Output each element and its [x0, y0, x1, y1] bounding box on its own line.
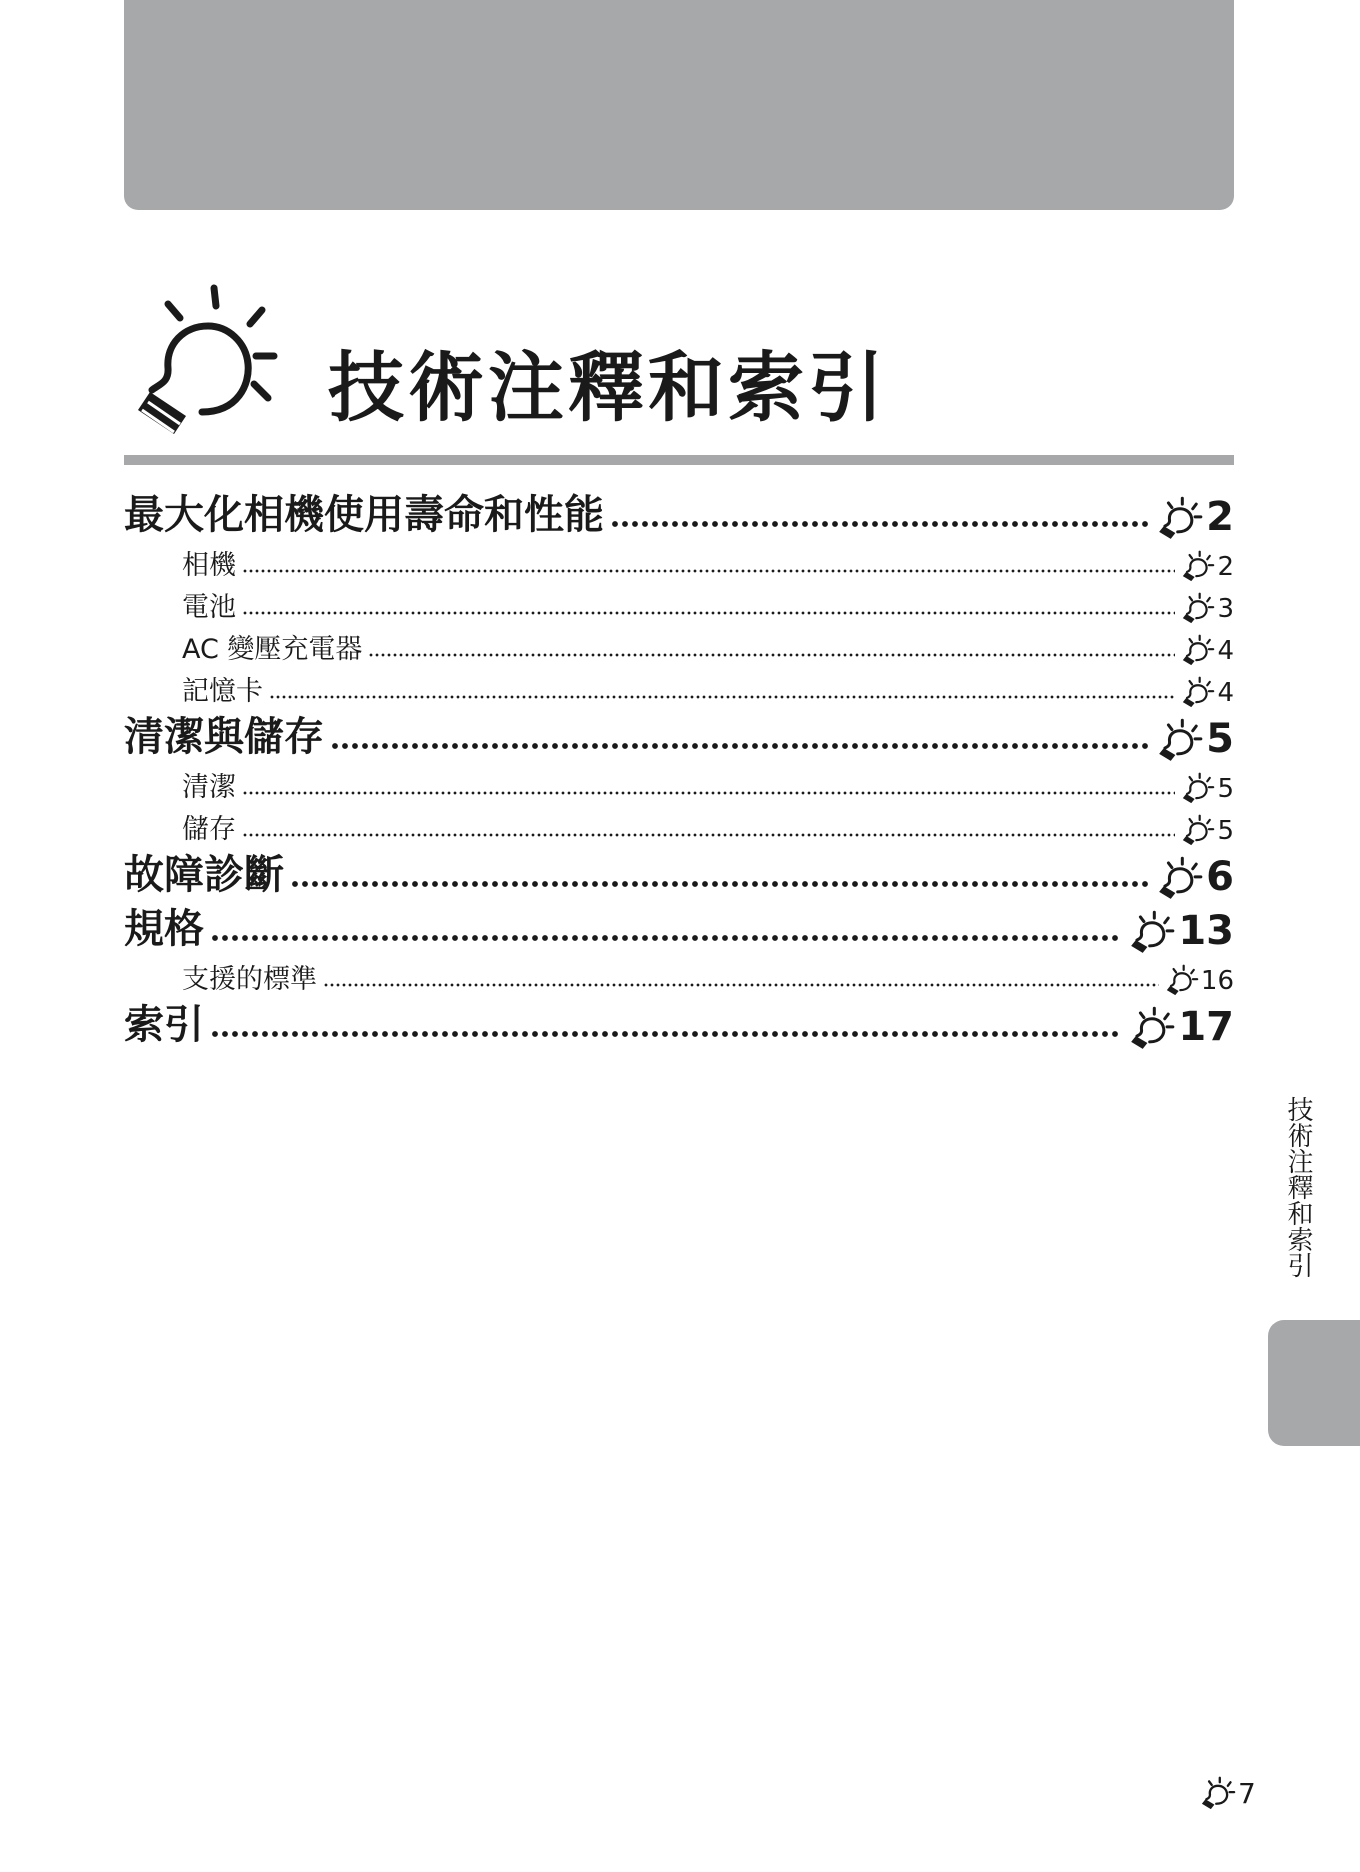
toc-page-number: 17: [1178, 1004, 1234, 1050]
dot-leader: [323, 982, 1159, 988]
toc-subentry[interactable]: [124, 954, 1234, 996]
toc-page-number: 13: [1178, 908, 1234, 954]
toc-page-number: 5: [1217, 816, 1234, 846]
toc-page-number: 2: [1217, 552, 1234, 582]
chapter-title: 技術注釋和索引: [328, 343, 888, 432]
toc-page-ref: [1181, 676, 1234, 708]
toc-subentry[interactable]: [124, 762, 1234, 804]
toc-entry[interactable]: [124, 708, 1234, 762]
toc-page-ref: [1165, 964, 1234, 996]
toc-subentry[interactable]: [124, 540, 1234, 582]
lightbulb-icon: [1156, 718, 1204, 762]
dot-leader: [242, 610, 1175, 616]
toc-page-ref: [1156, 494, 1234, 540]
toc-subentry[interactable]: [124, 804, 1234, 846]
dot-leader: [242, 790, 1175, 796]
dot-leader: [610, 519, 1150, 529]
toc-page-number: 5: [1217, 774, 1234, 804]
toc-entry[interactable]: [124, 846, 1234, 900]
toc-entry-label: 電池: [182, 592, 236, 623]
toc-page-number: 16: [1200, 966, 1234, 996]
lightbulb-icon: [1181, 634, 1215, 666]
toc-entry-label: AC 變壓充電器: [182, 634, 363, 665]
dot-leader: [210, 1029, 1122, 1039]
title-rule: [124, 455, 1234, 465]
toc-page-ref: [1128, 1004, 1234, 1050]
dot-leader: [330, 741, 1150, 751]
toc-page-number: 3: [1217, 594, 1234, 624]
toc-entry-label: 清潔: [182, 772, 236, 803]
toc-page-number: 4: [1217, 636, 1234, 666]
dot-leader: [290, 879, 1150, 889]
lightbulb-icon: [1128, 910, 1176, 954]
toc-page-ref: [1181, 634, 1234, 666]
toc-page-number: 5: [1206, 716, 1234, 762]
toc-entry-label: 儲存: [182, 814, 236, 845]
lightbulb-icon: [1181, 676, 1215, 708]
lightbulb-icon: [1181, 592, 1215, 624]
lightbulb-icon: [128, 280, 298, 440]
side-tab-label: 技術注釋和索引: [1283, 1096, 1313, 1278]
page-number: 7: [1238, 1777, 1256, 1810]
toc-entry-label: 最大化相機使用壽命和性能: [124, 492, 604, 538]
toc-entry-label: 清潔與儲存: [124, 714, 324, 760]
toc-page-ref: [1156, 716, 1234, 762]
toc-page-ref: [1181, 592, 1234, 624]
table-of-contents: [124, 486, 1234, 1050]
toc-entry-label: 故障診斷: [124, 852, 284, 898]
dot-leader: [242, 568, 1175, 574]
lightbulb-icon: [1200, 1776, 1236, 1810]
lightbulb-icon: [1128, 1006, 1176, 1050]
toc-subentry[interactable]: [124, 582, 1234, 624]
dot-leader: [210, 933, 1122, 943]
dot-leader: [242, 832, 1175, 838]
lightbulb-icon: [1156, 496, 1204, 540]
toc-entry-label: 相機: [182, 550, 236, 581]
toc-page-number: 6: [1206, 854, 1234, 900]
toc-page-ref: [1181, 814, 1234, 846]
lightbulb-icon: [1181, 814, 1215, 846]
toc-page-number: 4: [1217, 678, 1234, 708]
side-tab[interactable]: [1268, 1320, 1360, 1446]
dot-leader: [269, 694, 1175, 700]
toc-page-ref: [1181, 772, 1234, 804]
toc-page-ref: [1181, 550, 1234, 582]
toc-subentry[interactable]: [124, 666, 1234, 708]
lightbulb-icon: [1156, 856, 1204, 900]
toc-entry-label: 支援的標準: [182, 964, 317, 995]
toc-entry-label: 索引: [124, 1002, 204, 1048]
toc-entry-label: 記憶卡: [182, 676, 263, 707]
toc-page-number: 2: [1206, 494, 1234, 540]
toc-entry[interactable]: [124, 996, 1234, 1050]
toc-subentry[interactable]: [124, 624, 1234, 666]
toc-entry[interactable]: [124, 900, 1234, 954]
toc-page-ref: [1128, 908, 1234, 954]
dot-leader: [368, 652, 1175, 658]
toc-entry[interactable]: [124, 486, 1234, 540]
page-footer: [1200, 1776, 1256, 1810]
lightbulb-icon: [1181, 550, 1215, 582]
lightbulb-icon: [1181, 772, 1215, 804]
toc-entry-label: 規格: [124, 906, 204, 952]
header-band: [124, 0, 1234, 210]
toc-page-ref: [1156, 854, 1234, 900]
lightbulb-icon: [1165, 964, 1199, 996]
